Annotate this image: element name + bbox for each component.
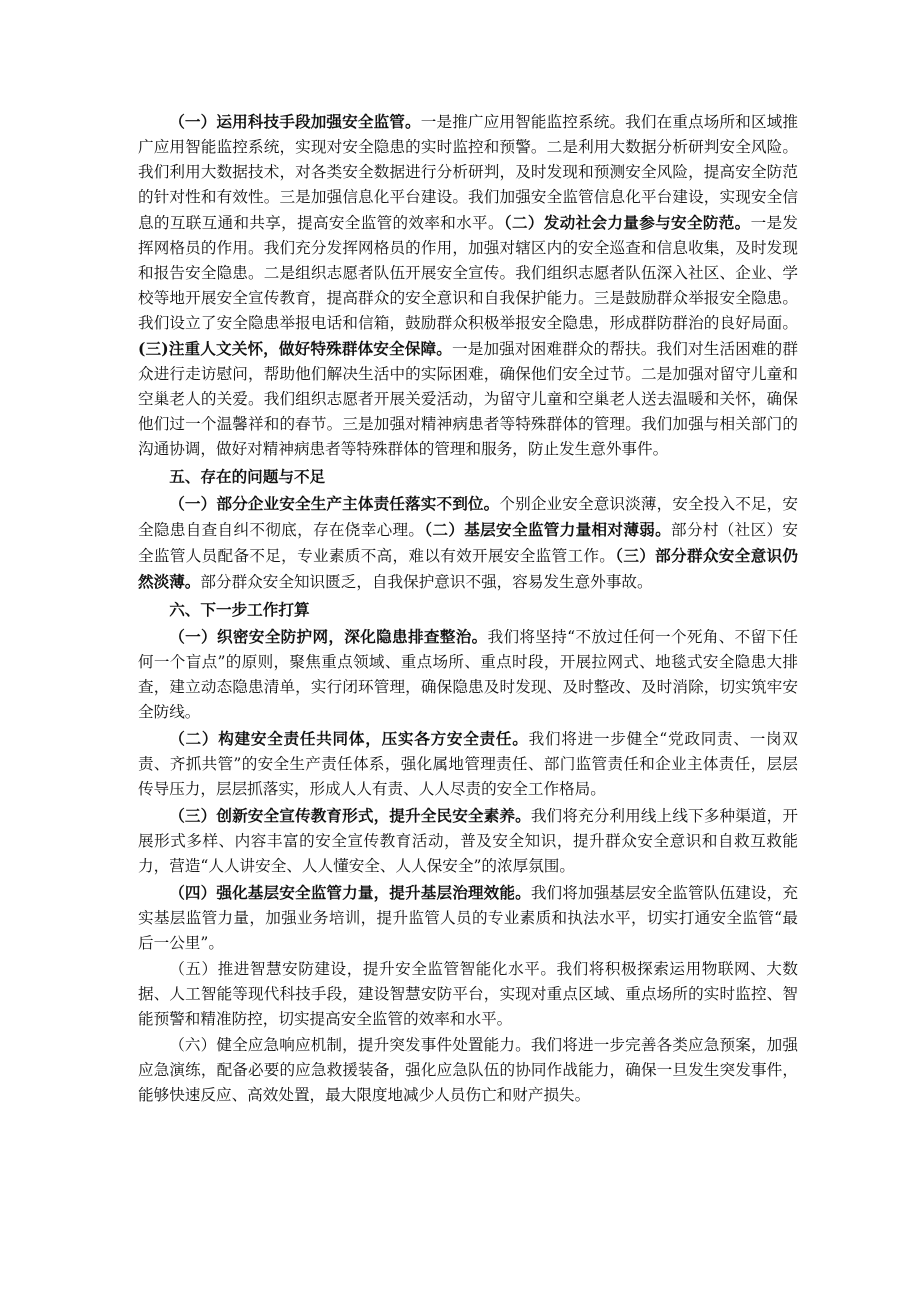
paragraph-next-step-4 [138,880,798,956]
subheading-public-awareness: （三）部分群众安全意识仍然淡薄。 [138,546,798,591]
document-page [138,109,798,1109]
paragraph-next-step-2 [138,726,798,802]
paragraph-text: 我们将坚持“不放过任何一个死角、不留下任何一个盲点”的原则，聚焦重点领域、重点场所、重点时段，开展拉网式、地毯式安全隐患大排查，建立动态隐患清单，实行闭环管理，确保隐患及时发现、及时整改、及时消除，切实筑牢安全防线。 [138,628,798,721]
paragraph-next-step-5: （五）推进智慧安防建设，提升安全监管智能化水平。我们将积极探索运用物联网、大数据、人工智能等现代科技手段，建设智慧安防平台，实现对重点区域、重点场所的实时监控、智能预警和精准防控，切实提高安全监管的效率和水平。 [138,960,798,1028]
paragraph-next-step-6: （六）健全应急响应机制，提升突发事件处置能力。我们将进一步完善各类应急预案，加强应急演练，配备必要的应急救援装备，强化应急队伍的协同作战能力，确保一旦发生突发事件，能够快速反应、高效处置，最大限度地减少人员伤亡和财产损失。 [138,1036,798,1104]
paragraph-tech-supervision [138,109,798,462]
paragraph-text: 一是发挥网格员的作用。我们充分发挥网格员的作用，加强对辖区内的安全巡查和信息收集，及时发现和报告安全隐患。二是组织志愿者队伍开展安全宣传。我们组织志愿者队伍深入社区、企业、学校等地开展安全宣传教育，提高群众的安全意识和自我保护能力。三是鼓励群众举报安全隐患。我们设立了安全隐患举报电话和信箱，鼓励群众积极举报安全隐患，形成群防群治的良好局面。 [138,214,798,332]
subheading-next-step-3: （三）创新安全宣传教育形式，提升全民安全素养。 [169,806,531,825]
subheading-enterprise-responsibility: （一）部分企业安全生产主体责任落实不到位。 [169,494,500,513]
paragraph-text: 我们将加强基层安全监管队伍建设，充实基层监管力量，加强业务培训，提升监管人员的专业素质和执法水平，切实打通安全监管“最后一公里”。 [138,884,798,952]
subheading-grassroots-weak: （二）基层安全监管力量相对薄弱。 [424,520,672,539]
subheading-next-step-4: （四）强化基层安全监管力量，提升基层治理效能。 [169,883,531,902]
paragraph-next-step-3 [138,803,798,879]
subheading-social-forces: （二）发动社会力量参与安全防范。 [503,213,751,232]
paragraph-problems [138,491,798,595]
paragraph-text: 个别企业安全意识淡薄，安全投入不足，安全隐患自查自纠不彻底，存在侥幸心理。 [138,495,798,539]
subheading-next-step-1: （一）织密安全防护网，深化隐患排查整治。 [169,627,488,646]
section-title-next-steps: 六、下一步工作打算 [169,600,310,619]
section-title-problems: 五、存在的问题与不足 [169,467,326,486]
paragraph-text: 我们将进一步健全“党政同责、一岗双责、齐抓共管”的安全生产责任体系，强化属地管理责任、部门监管责任和企业主体责任，层层传导压力，层层抓落实，形成人人有责、人人尽责的安全工作格局。 [138,730,798,798]
paragraph-next-step-1 [138,624,798,725]
subheading-next-step-2: （二）构建安全责任共同体，压实各方安全责任。 [169,729,529,748]
subheading-tech-supervision: （一）运用科技手段加强安全监管。 [169,112,421,131]
paragraph-text: 部分村（社区）安全监管人员配备不足，专业素质不高，难以有效开展安全监管工作。 [138,521,798,565]
paragraph-text: 我们将充分利用线上线下多种渠道，开展形式多样、内容丰富的安全宣传教育活动，普及安全知识，提升群众安全意识和自救互救能力，营造“人人讲安全、人人懂安全、人人保安全”的浓厚氛围。 [138,807,798,875]
paragraph-text: 一是加强对困难群众的帮扶。我们对生活困难的群众进行走访慰问，帮助他们解决生活中的实际困难，确保他们安全过节。二是加强对留守儿童和空巢老人的关爱。我们组织志愿者开展关爱活动，为留守儿童和空巢老人送去温暖和关怀，确保他们过一个温馨祥和的春节。三是加强对精神病患者等特殊群体的管理。我们加强与相关部门的沟通协调，做好对精神病患者等特殊群体的管理和服务，防止发生意外事件。 [138,340,798,458]
subheading-special-groups: (三)注重人文关怀，做好特殊群体安全保障。 [138,339,452,358]
paragraph-text: 一是推广应用智能监控系统。我们在重点场所和区域推广应用智能监控系统，实现对安全隐患的实时监控和预警。二是利用大数据分析研判安全风险。我们利用大数据技术，对各类安全数据进行分析研判，及时发现和预测安全风险，提高安全防范的针对性和有效性。三是加强信息化平台建设。我们加强安全监管信息化平台建设，实现安全信息的互联互通和共享，提高安全监管的效率和水平。 [138,113,798,232]
paragraph-text: 部分群众安全知识匮乏，自我保护意识不强，容易发生意外事故。 [200,573,653,591]
